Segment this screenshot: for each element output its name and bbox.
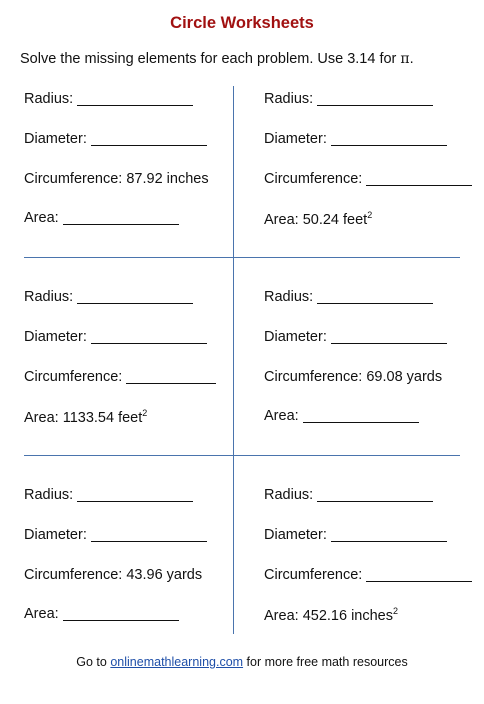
area-exponent: 2: [142, 408, 148, 418]
radius-label: Radius:: [264, 487, 314, 503]
instructions: [20, 51, 414, 67]
circumference-line: [24, 171, 209, 187]
circumference-line: [264, 567, 472, 583]
radius-line: [264, 289, 433, 305]
radius-label: Radius:: [24, 289, 74, 305]
diameter-blank: [91, 131, 207, 146]
area-label: Area:: [264, 211, 299, 228]
radius-blank: [317, 91, 433, 106]
circumference-value: 87.92 inches: [126, 171, 209, 187]
diameter-blank: [91, 329, 207, 344]
instructions-text: Solve the missing elements for each problem. Use 3.14 for: [20, 51, 397, 67]
circumference-label: Circumference:: [24, 171, 123, 187]
diameter-label: Diameter:: [264, 329, 327, 345]
radius-blank: [317, 289, 433, 304]
diameter-line: [24, 131, 207, 147]
diameter-blank: [91, 527, 207, 542]
radius-blank: [317, 487, 433, 502]
area-line: [264, 210, 372, 228]
circumference-line: [264, 171, 472, 187]
circumference-line: [24, 369, 216, 385]
diameter-line: [24, 527, 207, 543]
diameter-label: Diameter:: [24, 329, 87, 345]
footer-suffix: for more free math resources: [246, 655, 408, 669]
area-exponent: 2: [367, 210, 373, 220]
problem-4: [264, 285, 474, 455]
radius-label: Radius:: [264, 91, 314, 107]
horizontal-divider-2: [24, 455, 460, 456]
area-label: Area:: [264, 607, 299, 624]
radius-label: Radius:: [264, 289, 314, 305]
radius-line: [264, 487, 433, 503]
diameter-blank: [331, 527, 447, 542]
diameter-blank: [331, 329, 447, 344]
circumference-line: [24, 567, 202, 583]
area-label: Area:: [24, 606, 59, 622]
area-label: Area:: [24, 409, 59, 426]
problem-3: [24, 285, 234, 455]
pi-period: .: [409, 51, 414, 67]
circumference-value: 69.08 yards: [366, 369, 443, 385]
footer: [0, 655, 484, 669]
area-line: [24, 606, 179, 622]
footer-prefix: Go to: [76, 655, 107, 669]
area-exponent: 2: [393, 606, 399, 616]
circumference-label: Circumference:: [264, 369, 363, 385]
diameter-line: [264, 131, 447, 147]
circumference-label: Circumference:: [24, 567, 123, 583]
horizontal-divider-1: [24, 257, 460, 258]
circumference-blank: [366, 171, 472, 186]
circumference-blank: [126, 369, 216, 384]
area-value: 50.24 feet: [302, 211, 368, 228]
radius-label: Radius:: [24, 91, 74, 107]
circumference-value: 43.96 yards: [126, 567, 203, 583]
radius-line: [264, 91, 433, 107]
area-value: 452.16 inches: [302, 607, 393, 624]
diameter-label: Diameter:: [24, 527, 87, 543]
problem-6: [264, 483, 474, 653]
circumference-label: Circumference:: [264, 567, 363, 583]
area-line: [24, 210, 179, 226]
area-blank: [63, 210, 179, 225]
area-blank: [303, 408, 419, 423]
problem-2: [264, 87, 474, 257]
circumference-blank: [366, 567, 472, 582]
area-label: Area:: [24, 210, 59, 226]
diameter-line: [264, 329, 447, 345]
diameter-blank: [331, 131, 447, 146]
radius-line: [24, 91, 193, 107]
pi-symbol: π: [400, 51, 410, 67]
area-value: 1133.54 feet: [62, 409, 143, 426]
problem-1: [24, 87, 234, 257]
area-line: [264, 606, 398, 624]
diameter-label: Diameter:: [264, 131, 327, 147]
radius-blank: [77, 487, 193, 502]
radius-blank: [77, 289, 193, 304]
page-title: Circle Worksheets: [170, 14, 314, 32]
radius-label: Radius:: [24, 487, 74, 503]
area-blank: [63, 606, 179, 621]
footer-link[interactable]: onlinemathlearning.com: [110, 655, 244, 669]
area-line: [24, 408, 147, 426]
area-label: Area:: [264, 408, 299, 424]
circumference-label: Circumference:: [264, 171, 363, 187]
circumference-line: [264, 369, 442, 385]
radius-line: [24, 289, 193, 305]
area-line: [264, 408, 419, 424]
diameter-label: Diameter:: [264, 527, 327, 543]
radius-blank: [77, 91, 193, 106]
diameter-label: Diameter:: [24, 131, 87, 147]
diameter-line: [24, 329, 207, 345]
diameter-line: [264, 527, 447, 543]
circumference-label: Circumference:: [24, 369, 123, 385]
problem-5: [24, 483, 234, 653]
radius-line: [24, 487, 193, 503]
